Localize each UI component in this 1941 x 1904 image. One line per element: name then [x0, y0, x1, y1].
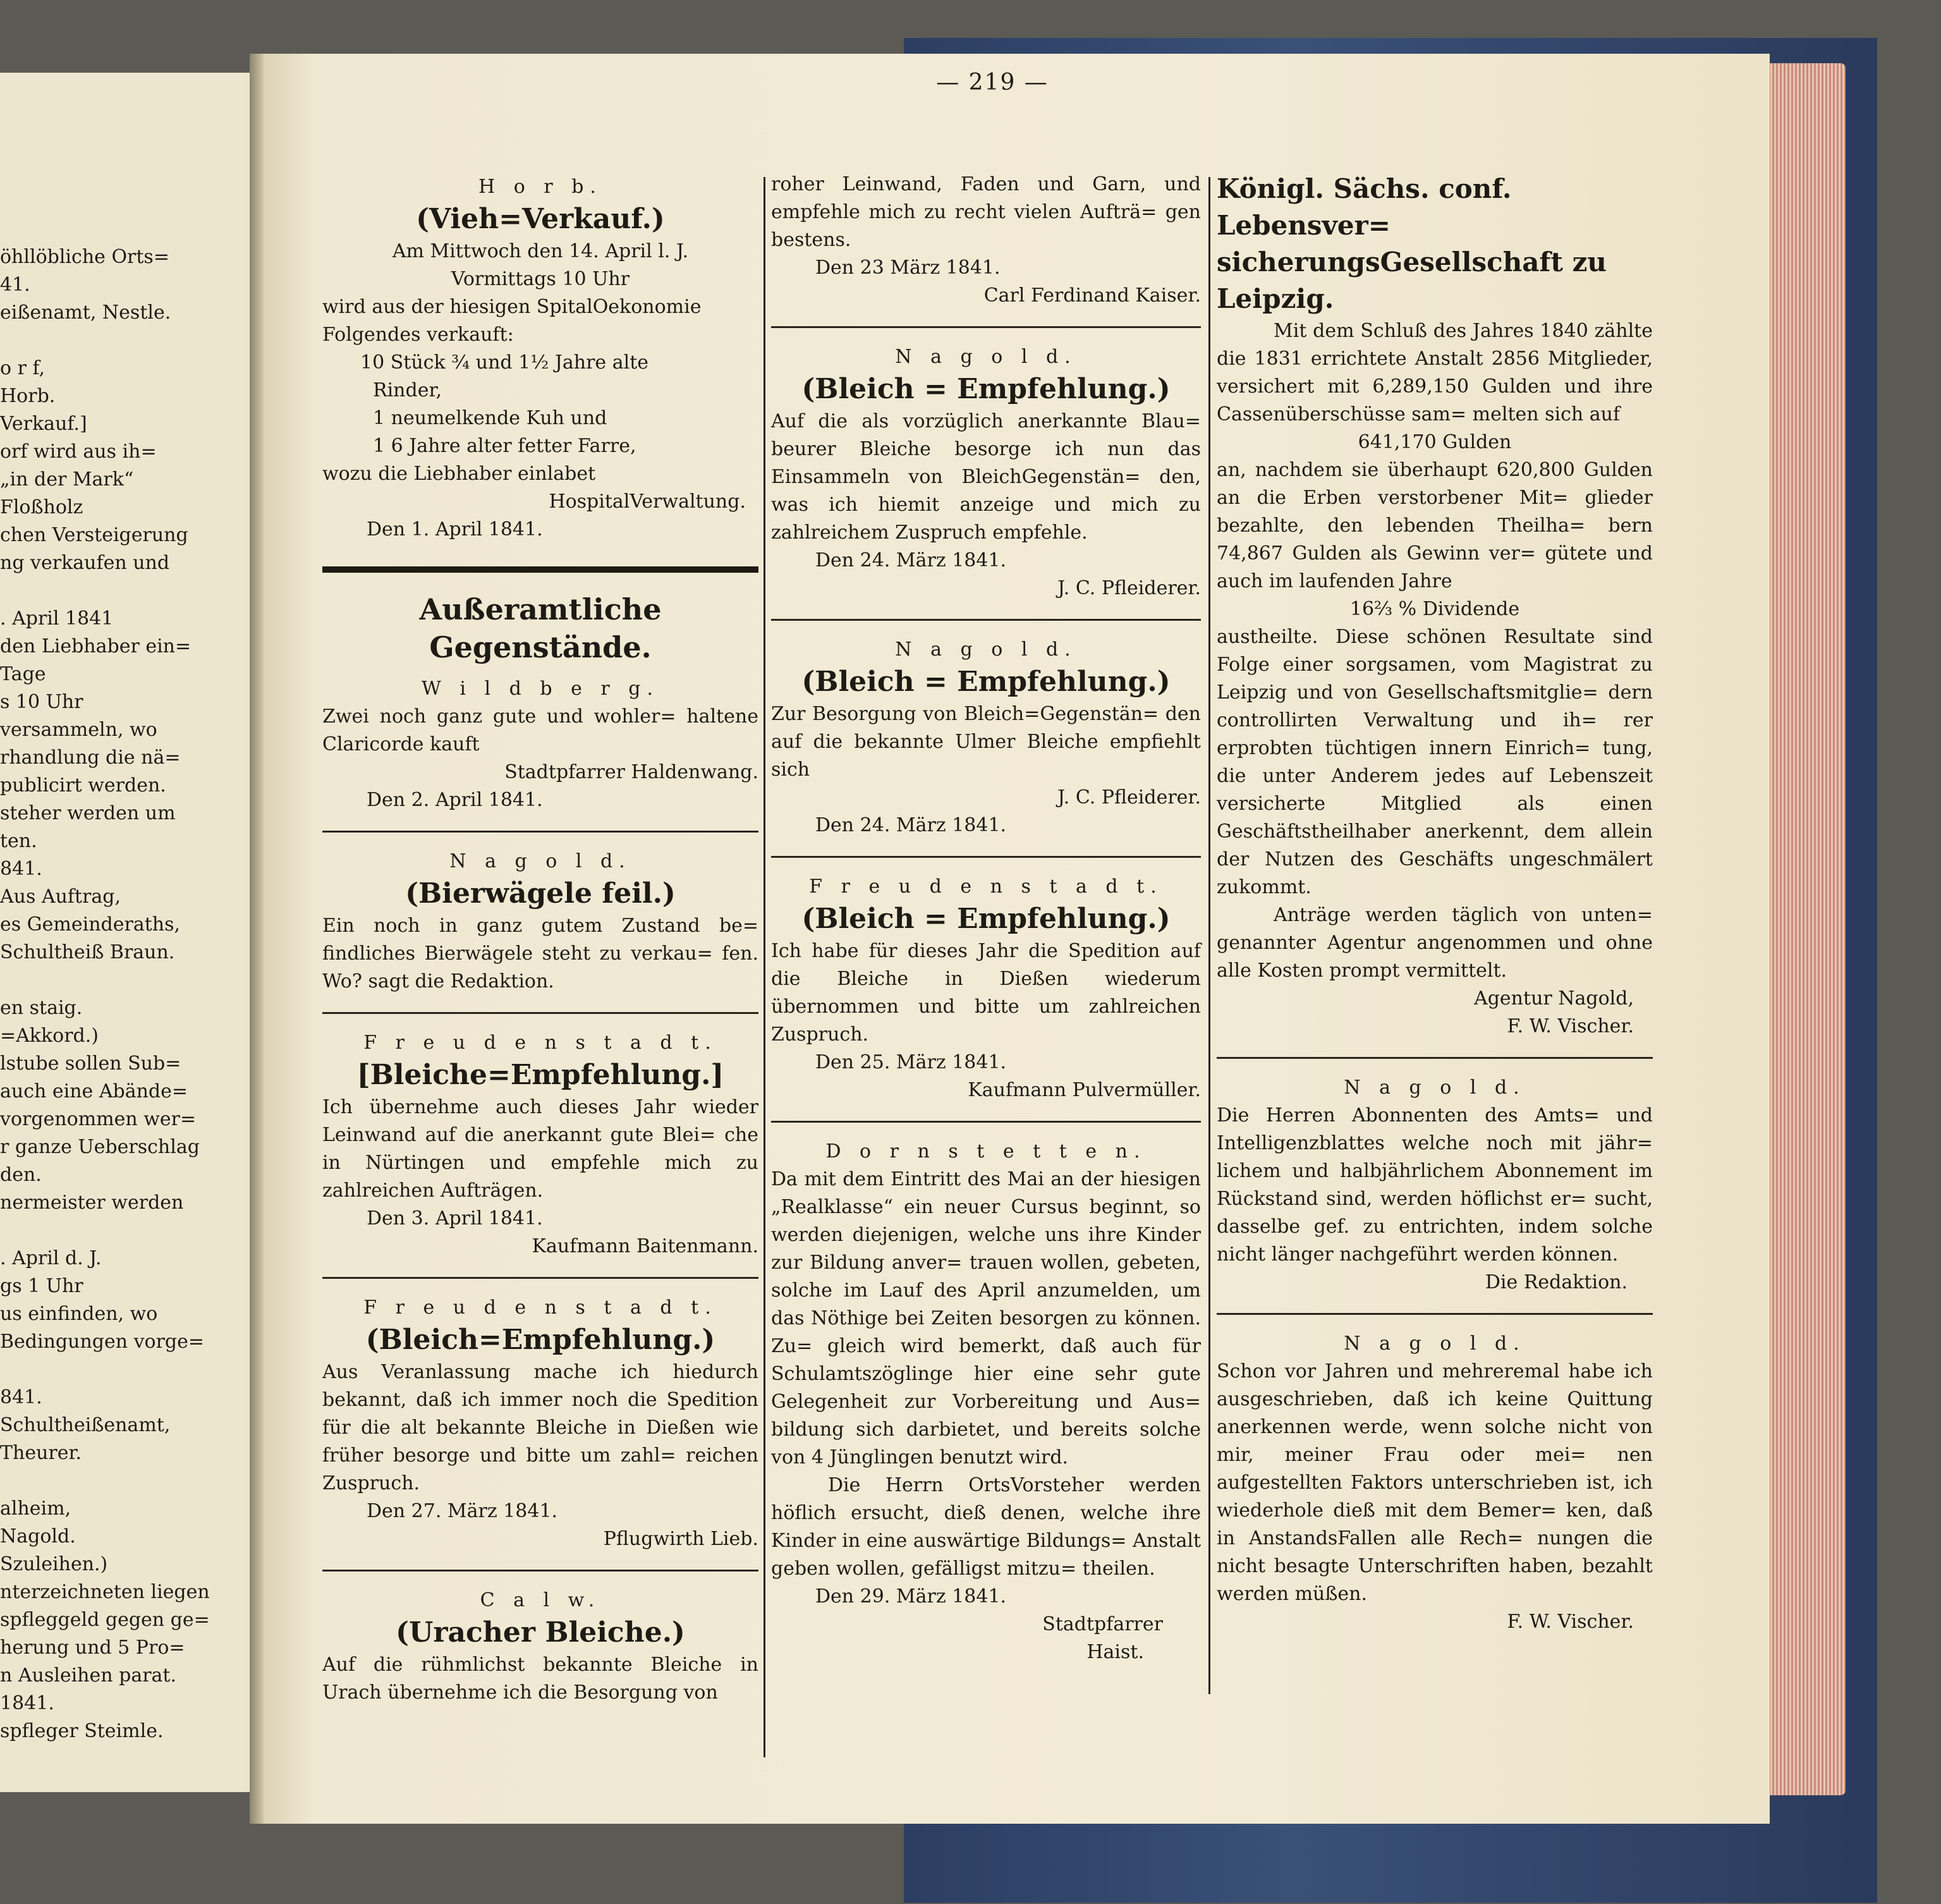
ad-signature: J. C. Pfleiderer.	[1057, 577, 1201, 599]
column-rule-2	[1208, 177, 1210, 1694]
ad-signature: Kaufmann Pulvermüller.	[968, 1079, 1201, 1101]
place-wildberg: W i l d b e r g.	[421, 678, 660, 700]
fragment-line: „in der Mark“	[0, 468, 134, 491]
column-rule-1	[764, 177, 765, 1757]
fragment-line: auch eine Abände=	[0, 1080, 188, 1102]
ad-text: Mit dem Schluß des Jahres 1840 zählte die 1831 errichtete Anstalt 2856 Mitglieder, versichert mit 6,289,150 Gulden und ihre Cassenüberschüsse sam= melten sich auf	[1217, 320, 1653, 425]
ad-text: Ich übernehme auch dieses Jahr wieder Leinwand auf die anerkannt gute Blei= che in Nürtingen und empfehle mich zu zahlreichen Aufträgen.	[322, 1096, 758, 1202]
section-divider	[322, 566, 758, 573]
ad-title: (Bleich = Empfehlung.)	[801, 373, 1171, 405]
ad-text: an, nachdem sie überhaupt 620,800 Gulden an die Erben verstorbener Mit= glieder bezahlte, den lebenden Theilha= bern 74,867 Gulden als Gewinn ver= gütete und auch im laufenden Jahre	[1217, 459, 1653, 592]
fragment-line	[0, 1467, 215, 1495]
column-2	[771, 171, 1201, 1666]
fragment-line: eißenamt, Nestle.	[0, 302, 171, 324]
fragment-line: Schultheiß Braun.	[0, 941, 175, 963]
ad-line: wird aus der hiesigen SpitalOekonomie	[322, 296, 702, 318]
ad-signature: F. W. Vischer.	[1507, 1611, 1634, 1633]
fragment-line	[0, 1217, 215, 1245]
book-gutter	[250, 54, 264, 1824]
place-nagold: N a g o l d.	[1344, 1077, 1526, 1099]
fragment-line: öhllöbliche Orts=	[0, 246, 169, 268]
ad-signature: Pflugwirth Lieb.	[603, 1528, 758, 1550]
place-calw: C a l w.	[480, 1589, 601, 1611]
ad-date: Den 3. April 1841.	[367, 1207, 543, 1230]
ad-title: (Vieh=Verkauf.)	[416, 203, 665, 235]
divider	[771, 619, 1201, 621]
fragment-line: lstube sollen Sub=	[0, 1053, 181, 1075]
page-number: — 219 —	[936, 70, 1049, 95]
ad-text: Ich habe für dieses Jahr die Spedition auf die Bleiche in Dießen wiederum übernommen und bitte um zahlreichen Zuspruch.	[771, 940, 1201, 1046]
ad-line: 10 Stück ¾ und 1½ Jahre alte	[360, 351, 649, 374]
fragment-line: nterzeichneten liegen	[0, 1581, 210, 1603]
place-horb: H o r b.	[478, 176, 602, 198]
fragment-line: Nagold.	[0, 1525, 76, 1547]
ad-text: Zwei noch ganz gute und wohler= haltene Claricorde kauft	[322, 705, 758, 755]
fragment-line: orf wird aus ih=	[0, 441, 157, 463]
ad-date: Den 27. März 1841.	[367, 1500, 558, 1522]
fragment-line: Horb.	[0, 385, 56, 407]
ad-signature: Kaufmann Baitenmann.	[532, 1235, 758, 1257]
place-freudenstadt: F r e u d e n s t a d t.	[809, 876, 1163, 898]
divider	[771, 1121, 1201, 1123]
ad-signature: F. W. Vischer.	[1507, 1015, 1634, 1037]
divider	[322, 1012, 758, 1014]
ad-title: Königl. Sächs. conf. Lebensver=	[1217, 173, 1512, 241]
fragment-line: rhandlung die nä=	[0, 747, 181, 769]
ad-text: Anträge werden täglich von unten= genannter Agentur angenommen und ohne alle Kosten prompt vermittelt.	[1217, 904, 1653, 982]
ad-text: Die Herrn OrtsVorsteher werden höflich ersucht, dieß denen, welche ihre Kinder in eine auswärtige Bildungs= Anstalt geben wollen, gefälligst mitzu= theilen.	[771, 1474, 1201, 1580]
fragment-line: 1841.	[0, 1692, 54, 1714]
ad-text: roher Leinwand, Faden und Garn, und empfehle mich zu recht vielen Aufträ= gen bestens.	[771, 173, 1201, 251]
fragment-line: r ganze Ueberschlag	[0, 1136, 200, 1158]
fragment-line: Schultheißenamt,	[0, 1414, 171, 1436]
fragment-line: Szuleihen.)	[0, 1553, 108, 1575]
fragment-line: Tage	[0, 663, 46, 685]
ad-text: austheilte. Diese schönen Resultate sind Folge einer sorgsamen, vom Magistrat zu Leipzig und von Gesellschaftsmitglie= dern controllirten Verwaltung und ih= rer erprobten tüchtigen innern Einrich= tung, die unter Anderem jedes auf Lebenszeit versicherte Mitglied als einen Geschäftstheilhaber anerkennt, dem allein der Nutzen des Geschäfts ungeschmälert zukommt.	[1217, 626, 1653, 898]
fragment-line: . April d. J.	[0, 1247, 102, 1269]
fragment-line: us einfinden, wo	[0, 1303, 158, 1325]
ad-text: Da mit dem Eintritt des Mai an der hiesigen „Realklasse“ ein neuer Cursus beginnt, so werden diejenigen, welche uns ihre Kinder zur Bildung anver= trauen wollen, gebeten, solche im Lauf des April anzumelden, um das Nöthige bei Zeiten besorgen zu können. Zu= gleich wird bemerkt, daß auch für Schulamtszöglinge hier eine sehr gute Gelegenheit zur Vorbereitung und Aus= bildung sich darbietet, und bereits solche von 4 Jünglingen benutzt wird.	[771, 1168, 1201, 1468]
ad-title: sicherungsGesellschaft zu Leipzig.	[1217, 247, 1607, 314]
fragment-line: ten.	[0, 830, 37, 852]
fragment-line: s 10 Uhr	[0, 691, 83, 713]
ad-date: Den 29. März 1841.	[815, 1585, 1007, 1608]
fragment-line: versammeln, wo	[0, 719, 157, 741]
divider	[1217, 1057, 1653, 1059]
ad-line: Folgendes verkauft:	[322, 324, 514, 346]
place-freudenstadt: F r e u d e n s t a d t.	[363, 1297, 717, 1319]
ad-line: 1 neumelkende Kuh und	[373, 407, 607, 429]
place-nagold: N a g o l d.	[895, 346, 1077, 368]
ad-title: [Bleiche=Empfehlung.]	[356, 1059, 724, 1091]
fragment-line: ng verkaufen und	[0, 552, 170, 574]
ad-line: 1 6 Jahre alter fetter Farre,	[373, 435, 636, 457]
place-dornstetten: D o r n s t e t t e n.	[825, 1140, 1147, 1163]
fragment-line	[0, 577, 215, 605]
fragment-line: o r f,	[0, 357, 46, 379]
fragment-line: spfleger Steimle.	[0, 1720, 164, 1742]
ad-date: Den 24. März 1841.	[815, 549, 1007, 571]
ad-line: Am Mittwoch den 14. April l. J.	[392, 240, 689, 262]
fragment-line: 841.	[0, 1386, 42, 1408]
divider	[1217, 1313, 1653, 1315]
fragment-line: chen Versteigerung	[0, 524, 188, 546]
ad-text: Ein noch in ganz gutem Zustand be= findliches Bierwägele steht zu verkau= fen. Wo? sagt die Redaktion.	[322, 915, 758, 992]
fragment-line: en staig.	[0, 997, 83, 1019]
ad-signature: HospitalVerwaltung.	[549, 491, 746, 513]
ad-date: Den 2. April 1841.	[367, 789, 543, 811]
ad-signature: Die Redaktion.	[1485, 1271, 1628, 1293]
column-1	[322, 171, 758, 1707]
fragment-line: nermeister werden	[0, 1192, 184, 1214]
divider	[322, 1277, 758, 1279]
fragment-line: den.	[0, 1164, 42, 1186]
fragment-line: gs 1 Uhr	[0, 1275, 83, 1297]
fragment-line: vorgenommen wer=	[0, 1108, 197, 1130]
ad-date: Den 1. April 1841.	[367, 518, 543, 540]
fragment-line: Theurer.	[0, 1442, 82, 1464]
fragment-line: Aus Auftrag,	[0, 886, 121, 908]
ad-signature: Stadtpfarrer Haldenwang.	[504, 761, 758, 783]
divider	[771, 856, 1201, 858]
ad-line: Rinder,	[373, 379, 442, 401]
left-page-fragment	[0, 243, 215, 1745]
fragment-line: . April 1841	[0, 607, 114, 630]
left-page	[0, 73, 257, 1792]
fragment-line: publicirt werden.	[0, 774, 166, 796]
fragment-line: 841.	[0, 858, 42, 880]
fragment-line	[0, 967, 215, 994]
place-freudenstadt: F r e u d e n s t a d t.	[363, 1032, 717, 1054]
ad-line: wozu die Liebhaber einlabet	[322, 463, 596, 485]
ad-text: Auf die als vorzüglich anerkannte Blau= beurer Bleiche besorge ich nun das Einsammeln von BleichGegenstän= den, was ich hiemit anzeige und mich zu zahlreichem Zuspruch empfehle.	[771, 410, 1201, 544]
place-nagold: N a g o l d.	[1344, 1333, 1526, 1355]
section-title: Außeramtliche Gegenstände.	[419, 592, 662, 664]
ad-date: Den 23 März 1841.	[815, 257, 1001, 279]
ad-date: Den 25. März 1841.	[815, 1051, 1007, 1073]
ad-dividend: 16⅔ % Dividende	[1349, 598, 1520, 620]
ad-text: Aus Veranlassung mache ich hiedurch bekannt, daß ich immer noch die Spedition für die alt bekannte Bleiche in Dießen wie früher besorge und bitte um zahl= reichen Zuspruch.	[322, 1361, 758, 1494]
fragment-line: alheim,	[0, 1498, 71, 1520]
divider	[322, 1570, 758, 1571]
fragment-line: Bedingungen vorge=	[0, 1331, 205, 1353]
fragment-line: n Ausleihen parat.	[0, 1664, 177, 1687]
ad-date: Den 24. März 1841.	[815, 814, 1007, 836]
ad-title: (Bleich=Empfehlung.)	[365, 1324, 715, 1356]
fragment-line: spfleggeld gegen ge=	[0, 1609, 210, 1631]
ad-signature: Carl Ferdinand Kaiser.	[983, 284, 1201, 307]
ad-text: Auf die rühmlichst bekannte Bleiche in Urach übernehme ich die Besorgung von	[322, 1654, 758, 1704]
fragment-line: 41.	[0, 274, 30, 296]
ad-title: (Uracher Bleiche.)	[396, 1616, 685, 1649]
ad-amount: 641,170 Gulden	[1358, 431, 1512, 453]
fragment-line: Floßholz	[0, 496, 83, 518]
ad-signature: J. C. Pfleiderer.	[1057, 786, 1201, 809]
ad-text: Schon vor Jahren und mehreremal habe ich ausgeschrieben, daß ich keine Quittung anerkennen werde, wenn solche nicht von mir, meiner Frau oder mei= nen aufgestellten Faktors unterschrieben ist, ich wiederhole dieß mit dem Bemer= ken, daß in AnstandsFallen alle Rech= nungen die nicht besagte Unterschriften haben, bezahlt werden müßen.	[1217, 1360, 1653, 1605]
ad-signature: Haist.	[1086, 1641, 1144, 1663]
fragment-line: den Liebhaber ein=	[0, 635, 192, 657]
fragment-line	[0, 327, 215, 355]
ad-title: (Bierwägele feil.)	[405, 877, 676, 910]
ad-text: Die Herren Abonnenten des Amts= und Intelligenzblattes welche noch mit jähr= lichem und halbjährlichem Abonnement im Rückstand sind, werden höflichst er= sucht, dasselbe gef. zu entrichten, indem solche nicht länger nachgeführt werden können.	[1217, 1104, 1653, 1266]
place-nagold: N a g o l d.	[449, 850, 631, 872]
fragment-line: herung und 5 Pro=	[0, 1637, 185, 1659]
fragment-line: es Gemeinderaths,	[0, 913, 181, 936]
fragment-line: Verkauf.]	[0, 413, 87, 435]
place-nagold: N a g o l d.	[895, 638, 1077, 661]
ad-signature: Stadtpfarrer	[1042, 1613, 1163, 1635]
ad-title: (Bleich = Empfehlung.)	[801, 666, 1171, 698]
ad-title: (Bleich = Empfehlung.)	[801, 903, 1171, 935]
fragment-line: =Akkord.)	[0, 1025, 99, 1047]
ad-signature: Agentur Nagold,	[1474, 987, 1634, 1010]
column-3	[1217, 171, 1653, 1636]
fragment-line: steher werden um	[0, 802, 176, 824]
ad-line: Vormittags 10 Uhr	[451, 268, 630, 290]
divider	[771, 326, 1201, 328]
fragment-line	[0, 1356, 215, 1384]
ad-text: Zur Besorgung von Bleich=Gegenstän= den auf die bekannte Ulmer Bleiche empfiehlt sich	[771, 703, 1201, 781]
divider	[322, 831, 758, 833]
